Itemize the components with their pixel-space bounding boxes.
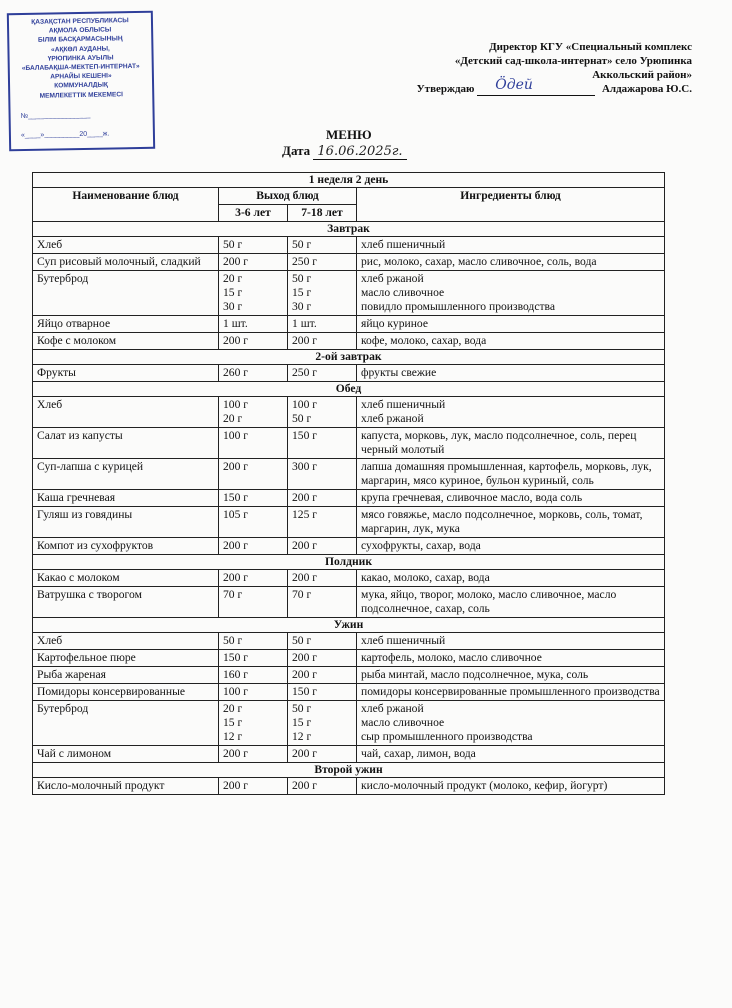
yield-3-6-cell: 200 г: [219, 570, 288, 587]
dish-column-header: Наименование блюд: [33, 188, 219, 222]
yield-7-18-cell: 250 г: [288, 365, 357, 382]
stamp-line: «АҚКӨЛ АУДАНЫ,: [50, 45, 110, 54]
table-row: [33, 459, 665, 490]
table-row: [33, 633, 665, 650]
yield-7-18-cell: 200 г: [288, 650, 357, 667]
yield-3-6-cell: 100 г: [219, 684, 288, 701]
ingredients-cell: рыба минтай, масло подсолнечное, мука, соль: [357, 667, 665, 684]
yield-3-6-cell: 200 г: [219, 459, 288, 490]
yield-3-6-cell: 50 г: [219, 237, 288, 254]
dish-cell: Какао с молоком: [33, 570, 219, 587]
yield-3-6-cell: 200 г: [219, 333, 288, 350]
meal-section-header: 2-ой завтрак: [33, 350, 665, 365]
yield-7-18-cell: 200 г: [288, 333, 357, 350]
meal-section-header: Второй ужин: [33, 763, 665, 778]
stamp-line: ҮРЮПИНКА АУЫЛЫ: [47, 54, 114, 63]
dish-cell: Хлеб: [33, 397, 219, 428]
stamp-text: [9, 16, 152, 101]
table-row: [33, 271, 665, 316]
menu-body: [33, 222, 665, 795]
table-row: [33, 365, 665, 382]
age-3-6-header: 3-6 лет: [219, 205, 288, 222]
table-row: [33, 397, 665, 428]
yield-3-6-cell: 200 г: [219, 746, 288, 763]
ingredients-cell: кисло-молочный продукт (молоко, кефир, йогурт): [357, 778, 665, 795]
ingredients-cell: какао, молоко, сахар, вода: [357, 570, 665, 587]
ingredients-cell: хлеб пшеничный хлеб ржаной: [357, 397, 665, 428]
stamp-line: АРНАЙЫ КЕШЕНІ»: [50, 72, 112, 81]
yield-7-18-cell: 200 г: [288, 490, 357, 507]
ingredients-cell: хлеб ржаной масло сливочное повидло промышленного производства: [357, 271, 665, 316]
table-row: [33, 237, 665, 254]
dish-cell: Каша гречневая: [33, 490, 219, 507]
dish-cell: Кофе с молоком: [33, 333, 219, 350]
dish-cell: Помидоры консервированные: [33, 684, 219, 701]
ingredients-cell: помидоры консервированные промышленного производства: [357, 684, 665, 701]
dish-cell: Компот из сухофруктов: [33, 538, 219, 555]
yield-3-6-cell: 100 г: [219, 428, 288, 459]
dish-cell: Кисло-молочный продукт: [33, 778, 219, 795]
dish-cell: Фрукты: [33, 365, 219, 382]
dish-cell: Чай с лимоном: [33, 746, 219, 763]
yield-3-6-cell: 1 шт.: [219, 316, 288, 333]
yield-3-6-cell: 200 г: [219, 254, 288, 271]
dish-cell: Суп рисовый молочный, сладкий: [33, 254, 219, 271]
stamp-date-blank: «____»_________20____ж.: [20, 130, 110, 140]
meal-section-header: Обед: [33, 382, 665, 397]
approval-block: [417, 40, 692, 96]
meal-section-header: Завтрак: [33, 222, 665, 237]
dish-cell: Бутерброд: [33, 701, 219, 746]
yield-7-18-cell: 125 г: [288, 507, 357, 538]
date-label: Дата: [282, 143, 311, 158]
date-value: 16.06.2025г.: [313, 144, 406, 160]
stamp-line: «БАЛАБАҚША-МЕКТЕП-ИНТЕРНАТ»: [21, 62, 140, 73]
dish-cell: Суп-лапша с курицей: [33, 459, 219, 490]
yield-7-18-cell: 50 г 15 г 30 г: [288, 271, 357, 316]
stamp-line: БІЛІМ БАСҚАРМАСЫНЫҢ: [37, 35, 123, 45]
ingredients-cell: хлеб ржаной масло сливочное сыр промышленного производства: [357, 701, 665, 746]
table-row: [33, 570, 665, 587]
director-name: Алдажарова Ю.С.: [601, 83, 692, 95]
table-row: [33, 428, 665, 459]
yield-7-18-cell: 50 г: [288, 237, 357, 254]
ingredients-cell: фрукты свежие: [357, 365, 665, 382]
table-row: [33, 746, 665, 763]
table-row: [33, 684, 665, 701]
yield-3-6-cell: 20 г 15 г 30 г: [219, 271, 288, 316]
stamp-line: ҚАЗАҚСТАН РЕСПУБЛИКАСЫ: [31, 17, 129, 26]
yield-7-18-cell: 50 г 15 г 12 г: [288, 701, 357, 746]
signature-line: [477, 77, 595, 96]
yield-3-6-cell: 50 г: [219, 633, 288, 650]
ingredients-cell: хлеб пшеничный: [357, 633, 665, 650]
table-row: [33, 667, 665, 684]
yield-3-6-cell: 105 г: [219, 507, 288, 538]
table-row: [33, 538, 665, 555]
yield-7-18-cell: 150 г: [288, 428, 357, 459]
approve-label: Утверждаю: [416, 83, 475, 95]
yield-7-18-cell: 200 г: [288, 570, 357, 587]
yield-3-6-cell: 160 г: [219, 667, 288, 684]
dish-cell: Гуляш из говядины: [33, 507, 219, 538]
meal-section-header: Полдник: [33, 555, 665, 570]
dish-cell: Хлеб: [33, 633, 219, 650]
ingredients-cell: картофель, молоко, масло сливочное: [357, 650, 665, 667]
approval-line-2: «Детский сад-школа-интернат» село Урюпинка: [454, 55, 692, 67]
yield-7-18-cell: 300 г: [288, 459, 357, 490]
dish-cell: Яйцо отварное: [33, 316, 219, 333]
table-row: [33, 316, 665, 333]
yield-7-18-cell: 200 г: [288, 778, 357, 795]
yield-3-6-cell: 200 г: [219, 538, 288, 555]
ingredients-cell: рис, молоко, сахар, масло сливочное, соль, вода: [357, 254, 665, 271]
ingredients-cell: лапша домашняя промышленная, картофель, морковь, лук, маргарин, мясо куриное, бульон куриный, соль: [357, 459, 665, 490]
ingredients-cell: кофе, молоко, сахар, вода: [357, 333, 665, 350]
approval-signature-row: [416, 77, 692, 96]
ingredients-cell: хлеб пшеничный: [357, 237, 665, 254]
table-row: [33, 490, 665, 507]
table-row: [33, 507, 665, 538]
menu-table: [32, 172, 665, 795]
age-7-18-header: 7-18 лет: [288, 205, 357, 222]
yield-3-6-cell: 150 г: [219, 650, 288, 667]
stamp-number: №________________: [20, 111, 91, 120]
yield-3-6-cell: 100 г 20 г: [219, 397, 288, 428]
yield-3-6-cell: 20 г 15 г 12 г: [219, 701, 288, 746]
yield-7-18-cell: 1 шт.: [288, 316, 357, 333]
yield-7-18-cell: 250 г: [288, 254, 357, 271]
date-row: [282, 143, 407, 159]
yield-3-6-cell: 70 г: [219, 587, 288, 618]
yield-3-6-cell: 150 г: [219, 490, 288, 507]
yield-3-6-cell: 260 г: [219, 365, 288, 382]
yield-7-18-cell: 50 г: [288, 633, 357, 650]
dish-cell: Салат из капусты: [33, 428, 219, 459]
dish-cell: Бутерброд: [33, 271, 219, 316]
table-row: [33, 587, 665, 618]
yield-7-18-cell: 200 г: [288, 538, 357, 555]
yield-column-header: Выход блюд: [219, 188, 357, 205]
ingredients-column-header: Ингредиенты блюд: [357, 188, 665, 222]
week-day-header: 1 неделя 2 день: [33, 173, 665, 188]
yield-7-18-cell: 70 г: [288, 587, 357, 618]
ingredients-cell: крупа гречневая, сливочное масло, вода соль: [357, 490, 665, 507]
ingredients-cell: мука, яйцо, творог, молоко, масло сливочное, масло подсолнечное, сахар, соль: [357, 587, 665, 618]
signature: Ӧдей: [495, 77, 533, 93]
table-row: [33, 778, 665, 795]
dish-cell: Ватрушка с творогом: [33, 587, 219, 618]
yield-7-18-cell: 200 г: [288, 746, 357, 763]
ingredients-cell: чай, сахар, лимон, вода: [357, 746, 665, 763]
approval-line-3: Аккольский район»: [592, 69, 692, 81]
page-title: МЕНЮ: [326, 127, 372, 142]
stamp-line: АҚМОЛА ОБЛЫСЫ: [48, 26, 112, 35]
dish-cell: Картофельное пюре: [33, 650, 219, 667]
yield-7-18-cell: 150 г: [288, 684, 357, 701]
table-row: [33, 333, 665, 350]
meal-section-header: Ужин: [33, 618, 665, 633]
ingredients-cell: мясо говяжье, масло подсолнечное, морковь, соль, томат, маргарин, лук, мука: [357, 507, 665, 538]
dish-cell: Рыба жареная: [33, 667, 219, 684]
ingredients-cell: яйцо куриное: [357, 316, 665, 333]
ingredients-cell: сухофрукты, сахар, вода: [357, 538, 665, 555]
table-row: [33, 254, 665, 271]
stamp-line: МЕМЛЕКЕТТІК МЕКЕМЕСІ: [39, 90, 123, 100]
table-row: [33, 650, 665, 667]
ingredients-cell: капуста, морковь, лук, масло подсолнечное, соль, перец черный молотый: [357, 428, 665, 459]
yield-3-6-cell: 200 г: [219, 778, 288, 795]
official-stamp: [7, 11, 155, 152]
stamp-line: КОММУНАЛДЫҚ: [54, 81, 108, 90]
yield-7-18-cell: 200 г: [288, 667, 357, 684]
yield-7-18-cell: 100 г 50 г: [288, 397, 357, 428]
approval-line-1: Директор КГУ «Специальный комплекс: [489, 41, 692, 53]
table-row: [33, 701, 665, 746]
dish-cell: Хлеб: [33, 237, 219, 254]
